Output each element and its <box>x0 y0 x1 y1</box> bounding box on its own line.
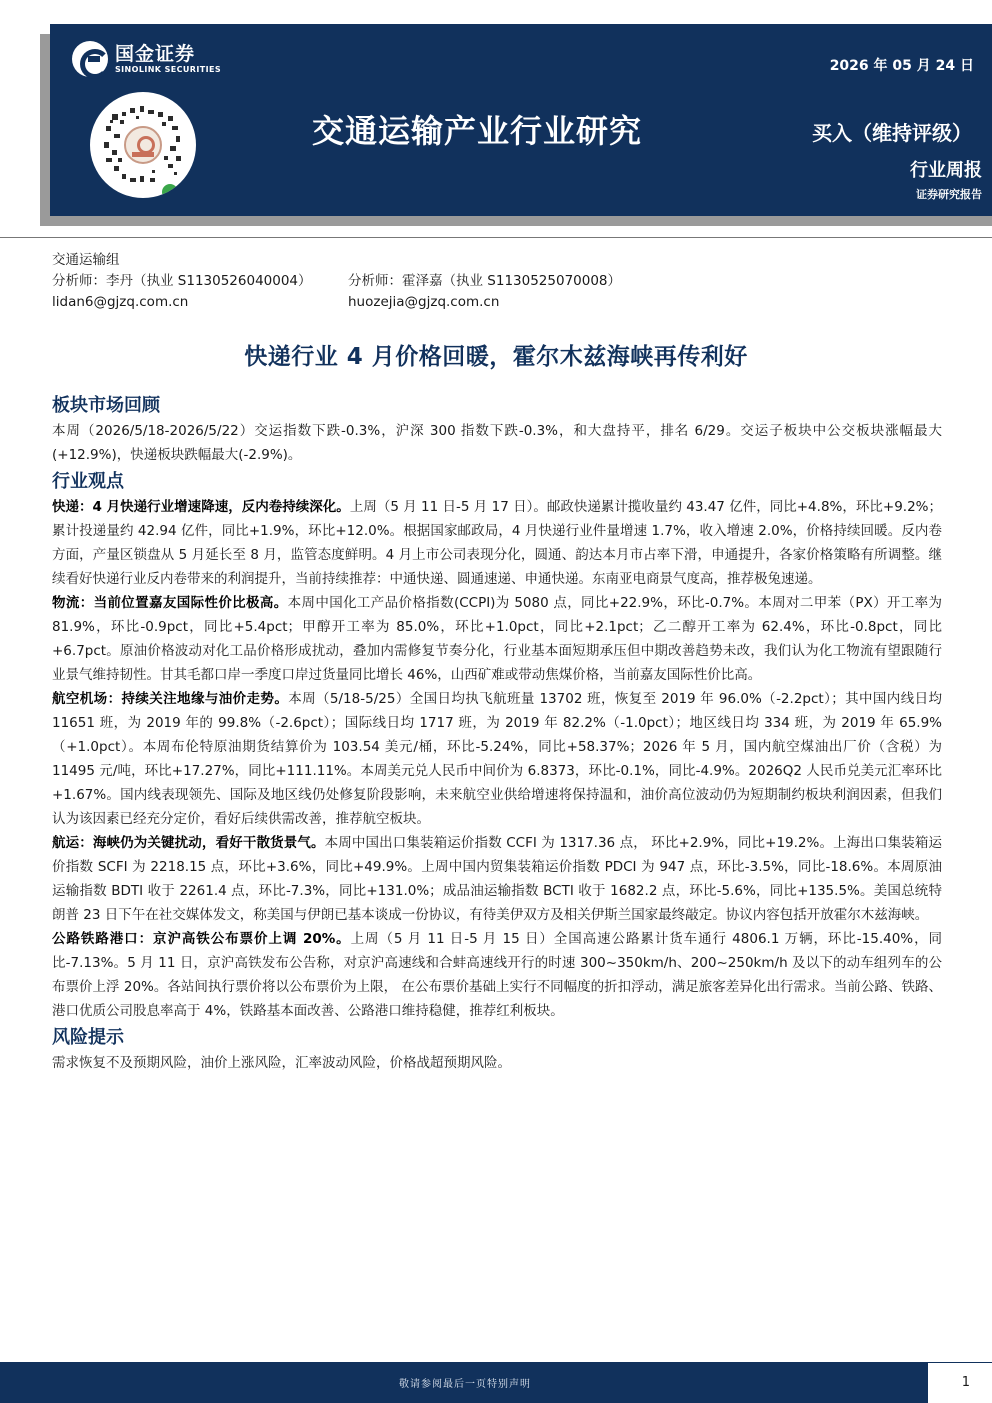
shipping-paragraph <box>52 831 942 927</box>
wechat-mini-program-icon <box>162 184 178 198</box>
qr-code-icon[interactable] <box>90 92 196 198</box>
rating-badge: 买入（维持评级） <box>812 121 972 145</box>
logistics-text: 本周中国化工产品价格指数(CCPI)为 5080 点，同比+22.9%，环比-0.7%。本周对二甲苯（PX）开工率为 81.9%，环比-0.9pct，同比+5.4pct；甲醇开工率为 85.0%，环比+1.0pct，同比+2.1pct；乙二醇开工率为 62.4%，环比-0.8pct，同比+6.7pct。原油价格波动对化工品价格形成扰动，叠加内需修复节奏分化，行业基本面短期承压但中期改善趋势未改，我们认为化工物流有望跟随行业景气维持韧性。甘其毛都口岸一季度口岸过货量同比增长 46%，山西矿难或带动焦煤价格，当前嘉友国际性价比高。 <box>52 595 943 683</box>
section-heading-views: 行业观点 <box>52 471 124 492</box>
section-heading-market: 板块市场回顾 <box>52 395 160 416</box>
shipping-lead: 航运：海峡仍为关键扰动，看好干散货景气。 <box>52 835 325 851</box>
highway-lead: 公路铁路港口：京沪高铁公布票价上调 20%。 <box>52 931 351 947</box>
page-number-box <box>928 1362 992 1403</box>
footer-disclaimer[interactable]: 敬请参阅最后一页特别声明 <box>399 1379 531 1390</box>
report-subtype: 证券研究报告 <box>916 188 982 201</box>
express-text: 上周（5 月 11 日-5 月 17 日）。邮政快递累计揽收量约 43.47 亿件，同比+4.8%，环比+9.2%；累计投递量约 42.94 亿件，同比+1.9%，环比+12.0%。根据国家邮政局，4 月快递行业件量增速 1.7%，收入增速 2.0%，价格持续回暖。反内卷方面，产量区锁盘从 5 月延长至 8 月，监管态度鲜明。4 月上市公司表现分化，圆通、韵达本月市占率下滑，申通提升，各家价格策略有所调整。继续看好快递行业反内卷带来的利润提升，当前持续推荐：中通快递、圆通速递、申通快递。东南亚电商景气度高，推荐极兔速递。 <box>52 499 943 587</box>
report-type: 行业周报 <box>910 160 982 181</box>
report-date: 2026 年 05 月 24 日 <box>829 58 974 74</box>
report-header-title: 交通运输产业行业研究 <box>312 112 643 150</box>
express-paragraph <box>52 495 942 591</box>
aviation-lead: 航空机场：持续关注地缘与油价走势。 <box>52 691 289 707</box>
risk-text: 需求恢复不及预期风险，油价上涨风险，汇率波动风险，价格战超预期风险。 <box>52 1055 511 1071</box>
aviation-text: 本周（5/18-5/25）全国日均执飞航班量 13702 班，恢复至 2019 年 96.0%（-2.2pct）；其中国内线日均 11651 班，为 2019 年的 99.8%（-2.6pct）；国际线日均 1717 班，为 2019 年 82.2%（-1.0pct）；地区线日均 334 班，为 2019 年 65.9%（+1.0pct）。本周布伦特原油期货结算价为 103.54 美元/桶，环比-5.24%，同比+58.37%；2026 年 5 月，国内航空煤油出厂价（含税）为 11495 元/吨，环比+17.27%，同比+111.11%。本周美元兑人民币中间价为 6.8373，环比-0.1%，同比-4.9%。2026Q2 人民币兑美元汇率环比+1.67%。国内线表现领先、国际及地区线仍处修复阶段影响，未来航空业供给增速将保持温和，油价高位波动仍为短期制约板块利润因素，但我们认为该因素已经充分定价，看好后续供需改善，推荐航空板块。 <box>52 691 942 827</box>
analyst-2-name: 分析师：霍泽嘉（执业 S1130525070008） <box>348 273 622 289</box>
qr-center-logo-icon <box>124 126 162 164</box>
analyst-2-email[interactable]: huozejia@gjzq.com.cn <box>348 294 500 310</box>
shipping-text: 本周中国出口集装箱运价指数 CCFI 为 1317.36 点， 环比+2.9%，同比+19.2%。上海出口集装箱运价指数 SCFI 为 2218.15 点，环比+3.6%，同比+49.9%。上周中国内贸集装箱运价指数 PDCI 为 947 点，环比-3.5%，同比-18.6%。本周原油运输指数 BDTI 收于 2261.4 点，环比-7.3%，同比+131.0%；成品油运输指数 BCTI 收于 1682.2 点，环比-5.6%，同比+135.5%。美国总统特朗普 23 日下午在社交媒体发文，称美国与伊朗已基本谈成一份协议，有待美伊双方及相关伊斯兰国家最终敲定。协议内容包括开放霍尔木兹海峡。 <box>52 835 943 923</box>
logistics-paragraph <box>52 591 942 687</box>
sinolink-logo-icon <box>72 41 108 77</box>
logistics-lead: 物流：当前位置嘉友国际性价比极高。 <box>52 595 288 611</box>
highway-paragraph <box>52 927 942 1023</box>
header-divider <box>0 237 992 238</box>
analyst-1-name: 分析师：李丹（执业 S1130526040004） <box>52 273 312 289</box>
page-title: 快递行业 4 月价格回暖，霍尔木兹海峡再传利好 <box>244 344 748 370</box>
analyst-group: 交通运输组 <box>52 252 120 268</box>
market-review-text: 本周（2026/5/18-2026/5/22）交运指数下跌-0.3%，沪深 300 指数下跌-0.3%，和大盘持平，排名 6/29。交运子板块中公交板块涨幅最大(+12.9%)，快递板块跌幅最大(-2.9%)。 <box>52 423 942 463</box>
company-logo <box>72 41 221 77</box>
logo-name-cn: 国金证券 <box>115 43 196 65</box>
page-footer <box>0 1362 992 1403</box>
analyst-info <box>52 250 621 313</box>
express-lead: 快递：4 月快递行业增速降速，反内卷持续深化。 <box>52 499 350 515</box>
report-body <box>52 393 942 1075</box>
report-header <box>50 24 992 216</box>
analyst-1-email[interactable]: lidan6@gjzq.com.cn <box>52 294 189 310</box>
highway-text: 上周（5 月 11 日-5 月 15 日）全国高速公路累计货车通行 4806.1 万辆，环比-15.40%，同比-7.13%。5 月 11 日，京沪高铁发布公告称，对京沪高速线和合蚌高速线开行的时速 300~350km/h、200~250km/h 及以下的动车组列车的公布票价上浮 20%。各站间执行票价将以公布票价为上限， 在公布票价基础上实行不同幅度的折扣浮动，满足旅客差异化出行需求。当前公路、铁路、港口优质公司股息率高于 4%，铁路基本面改善、公路港口维持稳健，推荐红利板块。 <box>52 931 942 1019</box>
page-number: 1 <box>961 1375 970 1390</box>
logo-name-en: SINOLINK SECURITIES <box>115 65 221 74</box>
section-heading-risk: 风险提示 <box>52 1027 124 1048</box>
aviation-paragraph <box>52 687 942 831</box>
